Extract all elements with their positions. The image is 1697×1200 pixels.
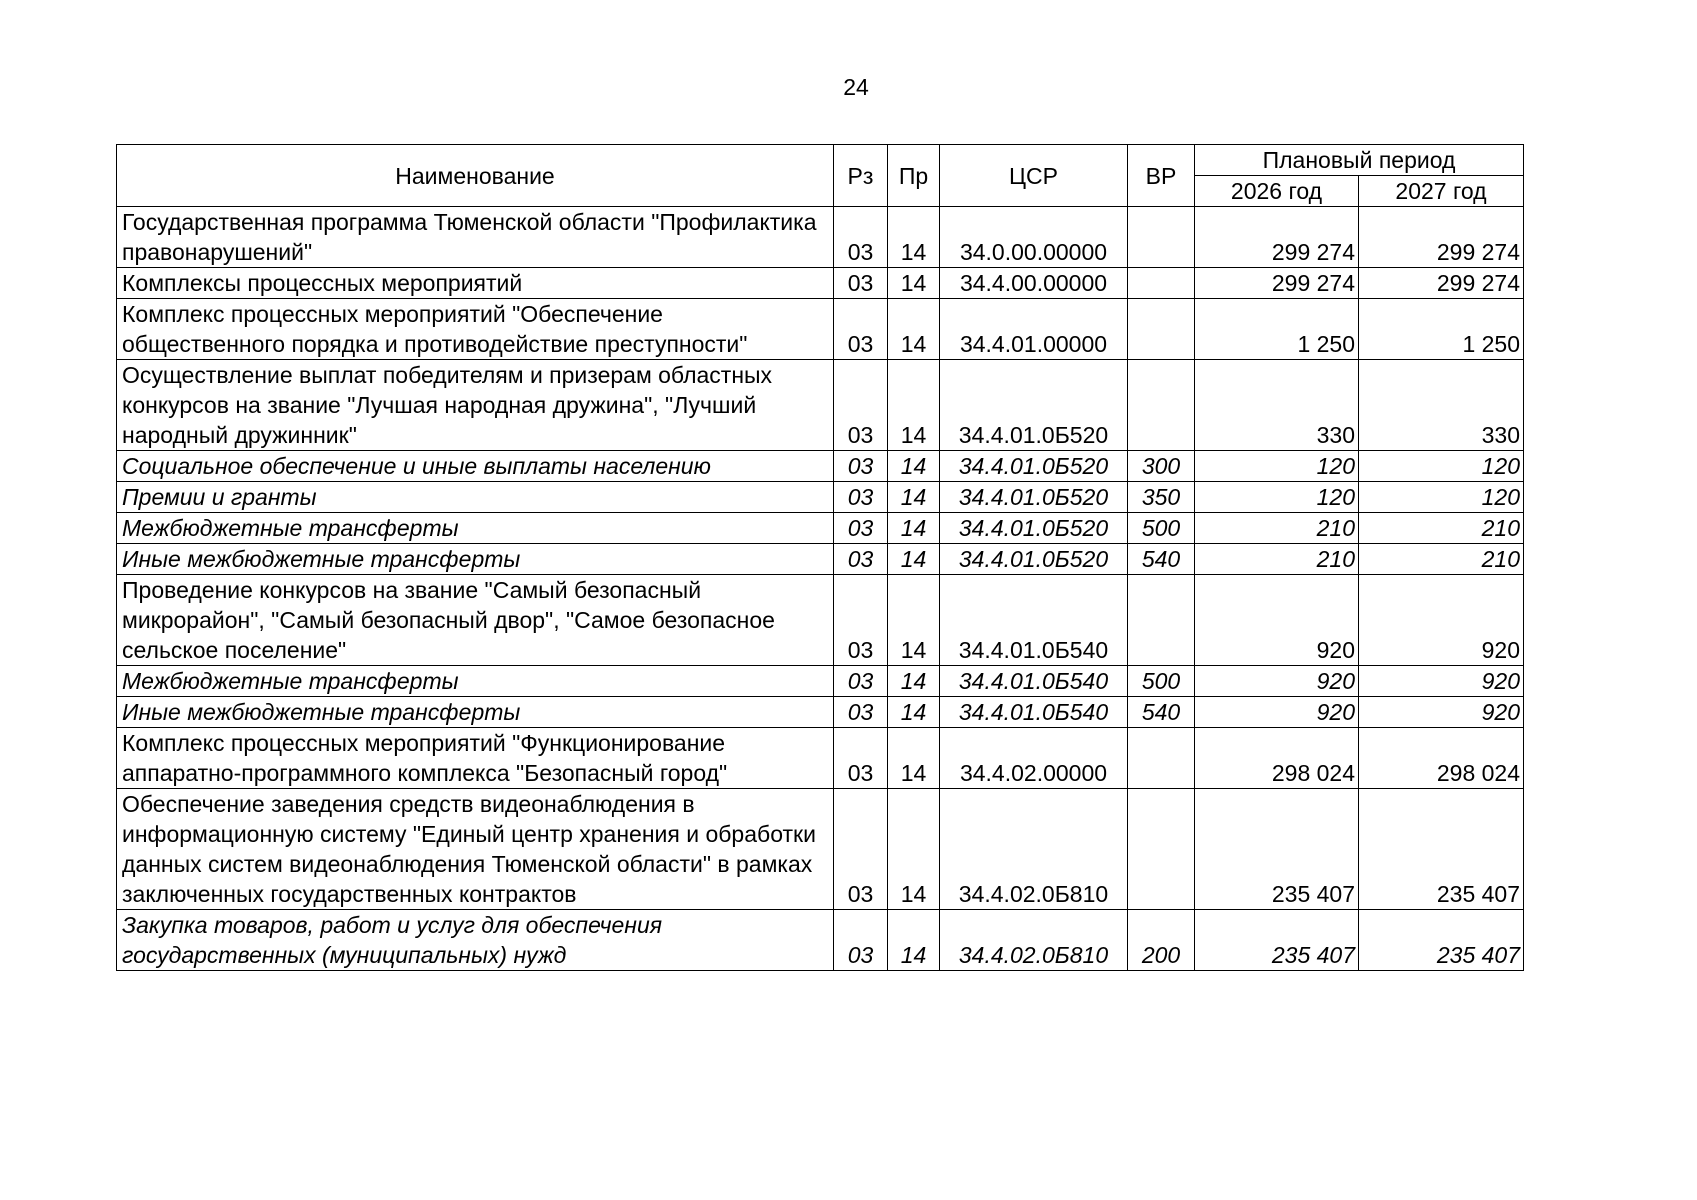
cell-amount-2027: 210 [1359,513,1524,544]
cell-vr [1128,575,1195,666]
cell-pr: 14 [888,513,940,544]
cell-vr: 500 [1128,666,1195,697]
cell-pr: 14 [888,268,940,299]
header-year-2026: 2026 год [1195,176,1359,207]
cell-amount-2026: 298 024 [1195,728,1359,789]
cell-name: Проведение конкурсов на звание "Самый безопасный микрорайон", "Самый безопасный двор", "Самое безопасное сельское поселение" [117,575,834,666]
cell-amount-2026: 1 250 [1195,299,1359,360]
table-row [117,728,1524,789]
cell-amount-2026: 235 407 [1195,910,1359,971]
table-header [117,145,1524,207]
cell-amount-2027: 1 250 [1359,299,1524,360]
cell-amount-2026: 299 274 [1195,207,1359,268]
page-number: 24 [843,74,869,100]
cell-vr [1128,268,1195,299]
cell-csr: 34.0.00.00000 [940,207,1128,268]
cell-amount-2027: 920 [1359,697,1524,728]
cell-rz: 03 [834,697,888,728]
cell-amount-2027: 120 [1359,451,1524,482]
cell-name: Комплекс процессных мероприятий "Обеспечение общественного порядка и противодействие преступности" [117,299,834,360]
cell-pr: 14 [888,299,940,360]
cell-vr: 300 [1128,451,1195,482]
table-row [117,544,1524,575]
header-year-2027: 2027 год [1359,176,1524,207]
cell-name: Социальное обеспечение и иные выплаты населению [117,451,834,482]
cell-amount-2027: 299 274 [1359,268,1524,299]
cell-name: Межбюджетные трансферты [117,513,834,544]
table-row [117,910,1524,971]
cell-rz: 03 [834,299,888,360]
table-row [117,575,1524,666]
cell-amount-2027: 235 407 [1359,789,1524,910]
cell-pr: 14 [888,207,940,268]
cell-name: Обеспечение заведения средств видеонаблюдения в информационную систему "Единый центр хранения и обработки данных систем видеонаблюдения Тюменской области" в рамках заключенных государственных контрактов [117,789,834,910]
cell-vr [1128,207,1195,268]
cell-csr: 34.4.00.00000 [940,268,1128,299]
cell-csr: 34.4.01.00000 [940,299,1128,360]
cell-amount-2027: 120 [1359,482,1524,513]
table-row [117,789,1524,910]
cell-amount-2027: 920 [1359,666,1524,697]
cell-amount-2027: 330 [1359,360,1524,451]
header-csr: ЦСР [940,145,1128,207]
cell-vr [1128,299,1195,360]
cell-rz: 03 [834,789,888,910]
table-row [117,299,1524,360]
cell-csr: 34.4.02.0Б810 [940,789,1128,910]
cell-amount-2026: 120 [1195,451,1359,482]
cell-csr: 34.4.01.0Б540 [940,697,1128,728]
cell-amount-2027: 920 [1359,575,1524,666]
cell-amount-2026: 210 [1195,544,1359,575]
cell-name: Комплекс процессных мероприятий "Функционирование аппаратно-программного комплекса "Безопасный город" [117,728,834,789]
cell-pr: 14 [888,575,940,666]
cell-rz: 03 [834,482,888,513]
cell-pr: 14 [888,482,940,513]
cell-vr: 540 [1128,697,1195,728]
table-row [117,482,1524,513]
header-planned-period: Плановый период [1195,145,1524,176]
cell-name: Премии и гранты [117,482,834,513]
cell-rz: 03 [834,575,888,666]
cell-amount-2027: 299 274 [1359,207,1524,268]
cell-csr: 34.4.01.0Б520 [940,451,1128,482]
cell-name: Осуществление выплат победителям и призерам областных конкурсов на звание "Лучшая народная дружина", "Лучший народный дружинник" [117,360,834,451]
cell-csr: 34.4.02.00000 [940,728,1128,789]
table-row [117,451,1524,482]
cell-rz: 03 [834,544,888,575]
cell-amount-2027: 235 407 [1359,910,1524,971]
cell-name: Закупка товаров, работ и услуг для обеспечения государственных (муниципальных) нужд [117,910,834,971]
table-row [117,360,1524,451]
cell-amount-2026: 299 274 [1195,268,1359,299]
budget-table [116,144,1524,971]
cell-amount-2026: 120 [1195,482,1359,513]
table-body [117,207,1524,971]
cell-vr: 500 [1128,513,1195,544]
cell-vr [1128,789,1195,910]
cell-name: Комплексы процессных мероприятий [117,268,834,299]
cell-csr: 34.4.01.0Б540 [940,666,1128,697]
cell-csr: 34.4.01.0Б520 [940,513,1128,544]
cell-name: Иные межбюджетные трансферты [117,697,834,728]
cell-pr: 14 [888,451,940,482]
cell-csr: 34.4.01.0Б520 [940,544,1128,575]
header-rz: Рз [834,145,888,207]
cell-pr: 14 [888,544,940,575]
cell-csr: 34.4.01.0Б520 [940,360,1128,451]
cell-pr: 14 [888,666,940,697]
cell-rz: 03 [834,513,888,544]
table-row [117,697,1524,728]
cell-vr: 350 [1128,482,1195,513]
cell-vr: 200 [1128,910,1195,971]
cell-rz: 03 [834,207,888,268]
cell-pr: 14 [888,697,940,728]
table-row [117,513,1524,544]
cell-rz: 03 [834,268,888,299]
cell-pr: 14 [888,360,940,451]
cell-rz: 03 [834,910,888,971]
cell-name: Иные межбюджетные трансферты [117,544,834,575]
cell-amount-2027: 210 [1359,544,1524,575]
cell-amount-2026: 330 [1195,360,1359,451]
cell-pr: 14 [888,910,940,971]
cell-csr: 34.4.01.0Б540 [940,575,1128,666]
cell-rz: 03 [834,360,888,451]
header-name: Наименование [117,145,834,207]
table-row [117,268,1524,299]
cell-pr: 14 [888,728,940,789]
cell-amount-2026: 920 [1195,697,1359,728]
table-row [117,666,1524,697]
table-row [117,207,1524,268]
cell-pr: 14 [888,789,940,910]
cell-vr [1128,728,1195,789]
cell-csr: 34.4.02.0Б810 [940,910,1128,971]
cell-amount-2026: 210 [1195,513,1359,544]
cell-name: Межбюджетные трансферты [117,666,834,697]
cell-rz: 03 [834,728,888,789]
cell-amount-2027: 298 024 [1359,728,1524,789]
cell-amount-2026: 235 407 [1195,789,1359,910]
header-vr: ВР [1128,145,1195,207]
cell-rz: 03 [834,666,888,697]
cell-amount-2026: 920 [1195,575,1359,666]
cell-vr [1128,360,1195,451]
cell-vr: 540 [1128,544,1195,575]
cell-amount-2026: 920 [1195,666,1359,697]
cell-name: Государственная программа Тюменской области "Профилактика правонарушений" [117,207,834,268]
cell-csr: 34.4.01.0Б520 [940,482,1128,513]
header-pr: Пр [888,145,940,207]
cell-rz: 03 [834,451,888,482]
